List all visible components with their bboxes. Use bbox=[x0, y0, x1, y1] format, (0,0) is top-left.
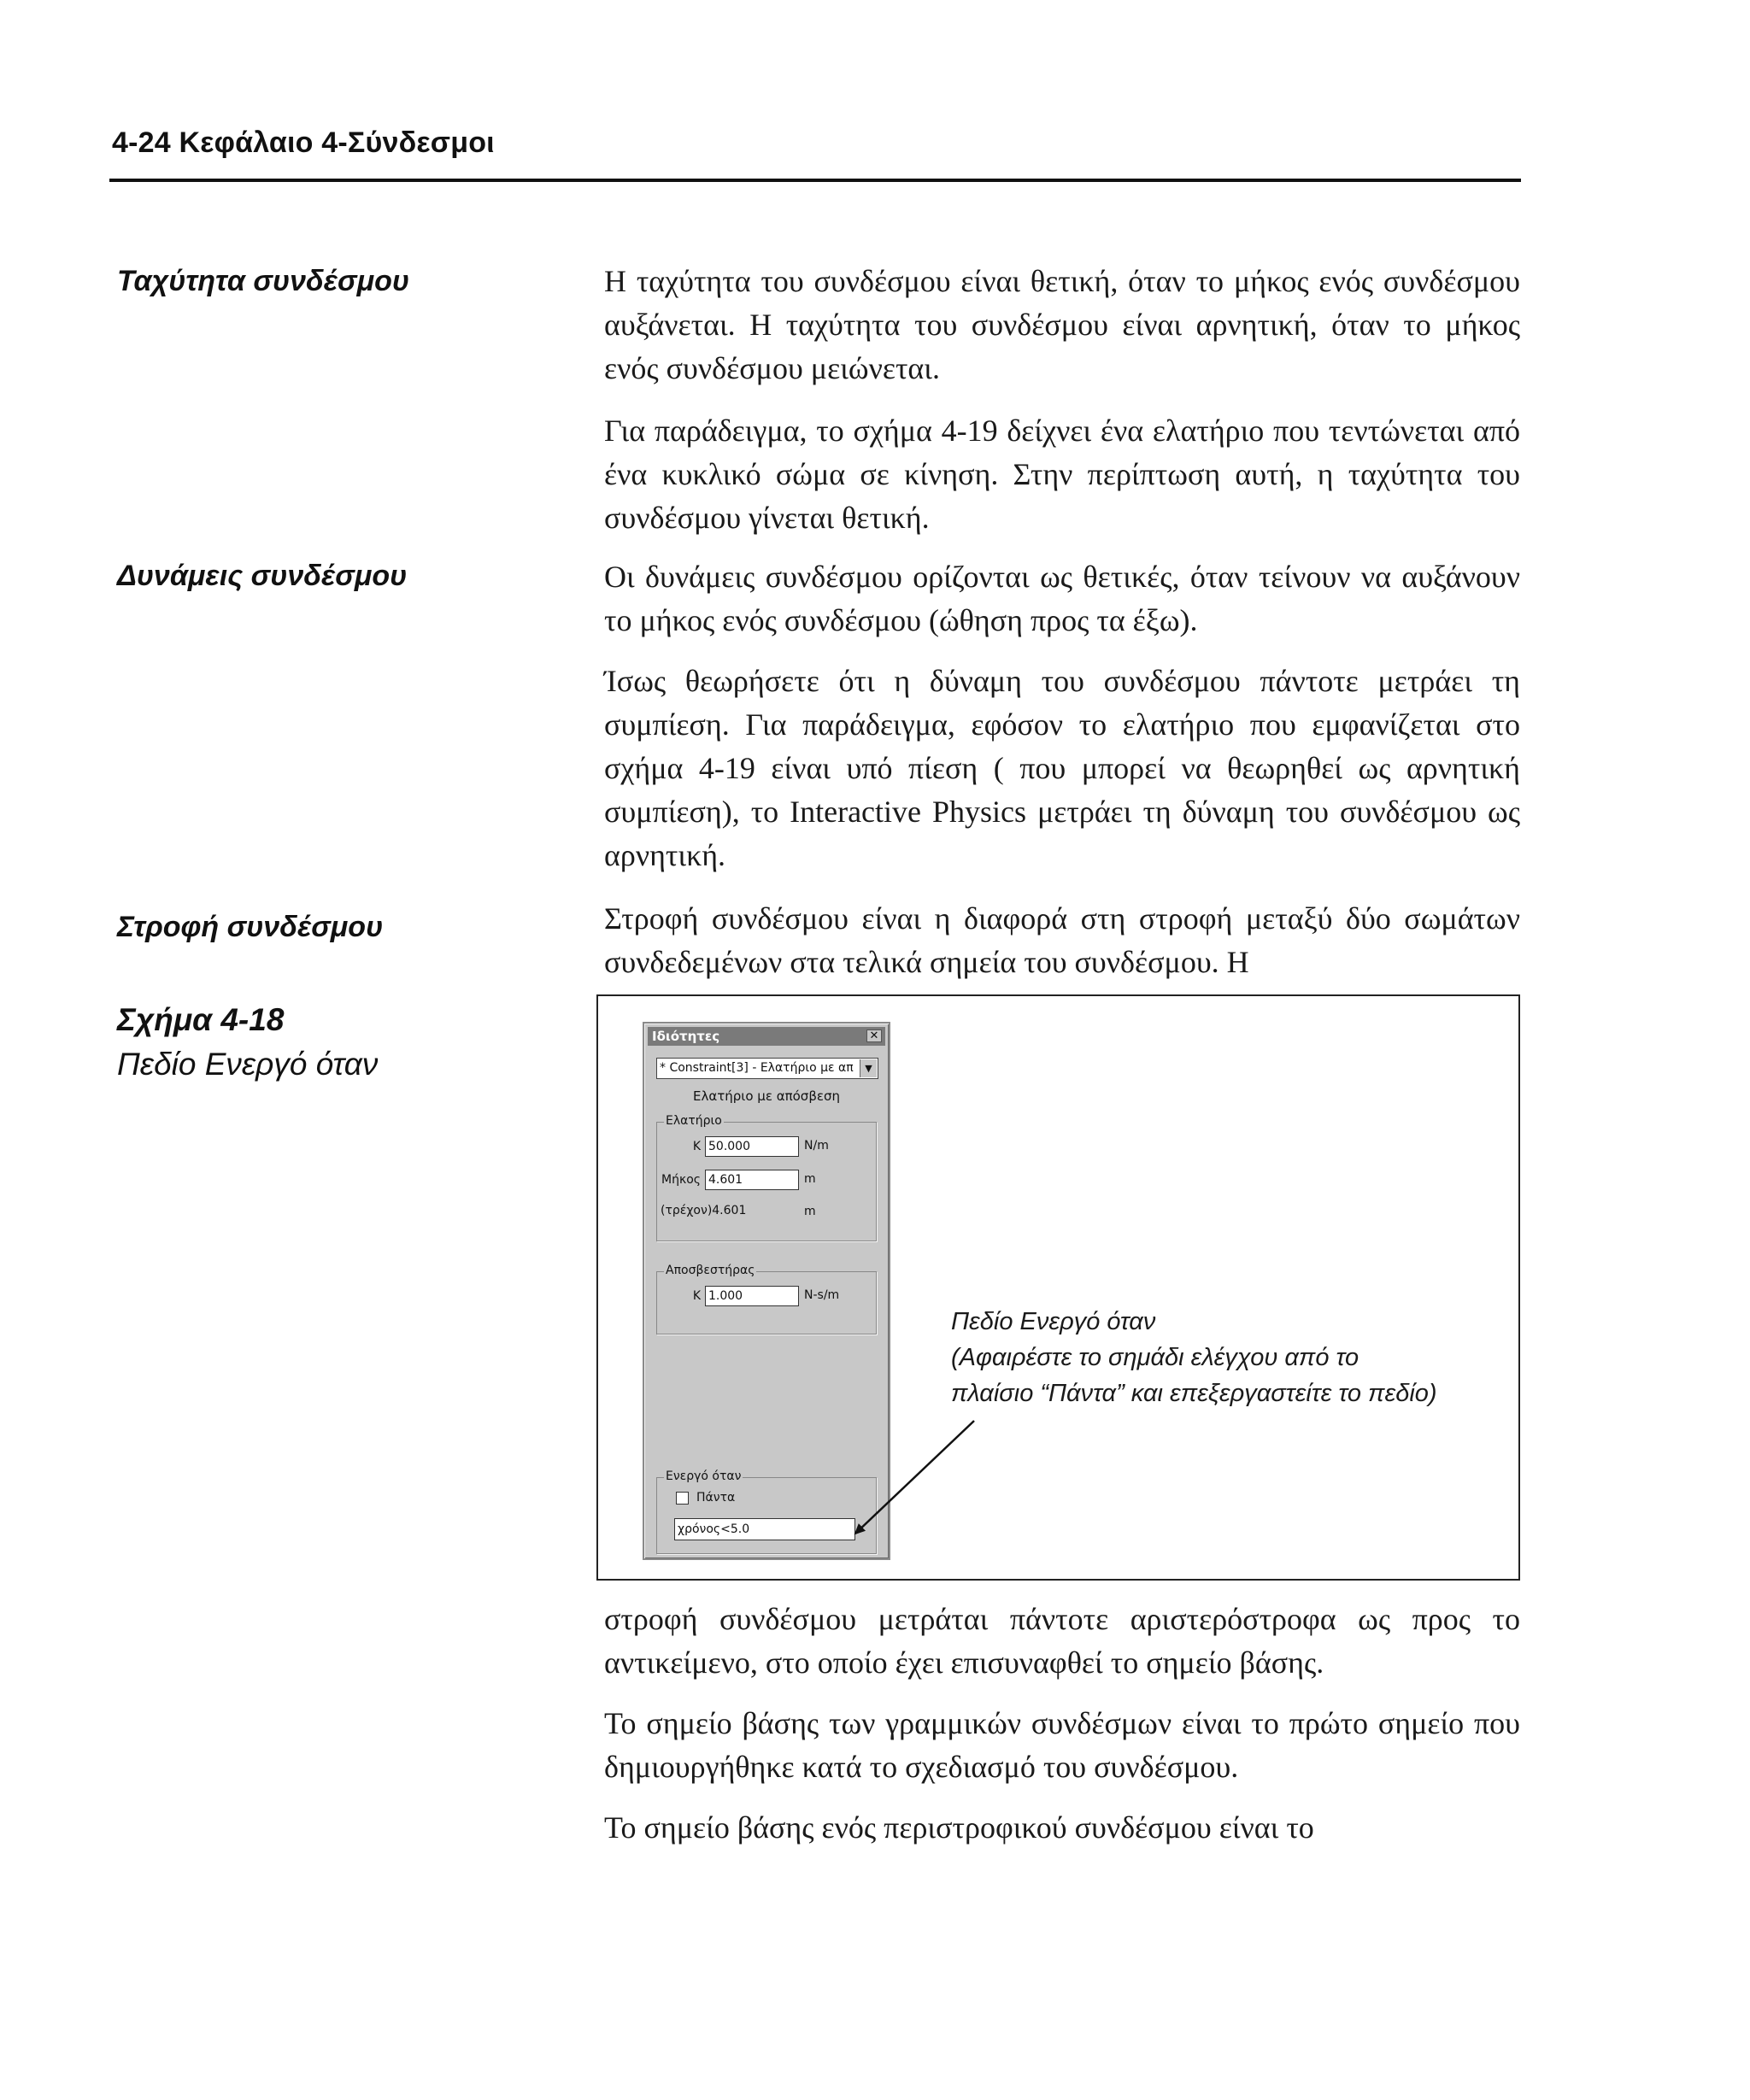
dialog-subtitle: Ελατήριο με απόσβεση bbox=[692, 1088, 841, 1104]
spring-k-unit: N/m bbox=[804, 1139, 829, 1153]
close-icon[interactable]: ✕ bbox=[866, 1029, 882, 1042]
spring-k-label: K bbox=[692, 1140, 701, 1153]
spring-length-unit: m bbox=[804, 1172, 816, 1186]
damper-group bbox=[656, 1264, 877, 1334]
paragraph-torque-4: Το σημείο βάσης ενός περιστροφικού συνδέσμου είναι το bbox=[604, 1810, 1314, 1845]
heading-link-torque: Στροφή συνδέσμου bbox=[117, 911, 384, 943]
spring-k-field[interactable]: 50.000 bbox=[705, 1136, 799, 1157]
paragraph-torque-3: Το σημείο βάσης των γραμμικών συνδέσμων είναι το πρώτο σημείο που δημιουργήθηκε κατά το σχεδιασμό του συνδέσμου. bbox=[604, 1706, 1520, 1784]
dialog-titlebar[interactable] bbox=[648, 1027, 885, 1046]
callout-line-3: πλαίσιο “Πάντα” και επεξεργαστείτε το πεδίο) bbox=[951, 1380, 1437, 1407]
spring-length-field[interactable]: 4.601 bbox=[705, 1170, 799, 1190]
active-when-group bbox=[656, 1469, 877, 1554]
damper-k-unit: N-s/m bbox=[804, 1288, 840, 1302]
callout-line-2: (Αφαιρέστε το σημάδι ελέγχου από το bbox=[951, 1344, 1359, 1371]
spring-length-label: Μήκος bbox=[661, 1173, 701, 1187]
chevron-down-icon[interactable]: ▼ bbox=[860, 1059, 877, 1077]
heading-link-velocity: Ταχύτητα συνδέσμου bbox=[117, 265, 409, 297]
paragraph-forces-2: Ίσως θεωρήσετε ότι η δύναμη του συνδέσμου πάντοτε μετράει τη συμπίεση. Για παράδειγμα, εφόσον το ελατήριο που εμφανίζεται στο σχήμα 4-19 είναι υπό πίεση ( που μπορεί να θεωρηθεί ως αρνητική συμπίεση), το Interactive Physics μετράει τη δύναμη του συνδέσμου ως αρνητική. bbox=[604, 664, 1520, 872]
figure-caption bbox=[117, 998, 378, 1087]
callout-annotation bbox=[951, 1304, 1437, 1411]
active-when-legend: Ενεργό όταν bbox=[666, 1469, 742, 1483]
damper-k-field[interactable]: 1.000 bbox=[705, 1286, 799, 1306]
damper-k-label: K bbox=[692, 1289, 701, 1303]
figure-title: Σχήμα 4-18 bbox=[117, 1002, 285, 1037]
properties-dialog bbox=[643, 1022, 890, 1560]
header-rule bbox=[109, 179, 1521, 182]
heading-link-forces: Δυνάμεις συνδέσμου bbox=[117, 560, 408, 592]
dialog-title: Ιδιότητες bbox=[652, 1029, 720, 1044]
figure-subtitle: Πεδίο Ενεργό όταν bbox=[117, 1047, 379, 1082]
spring-current-length: (τρέχον)4.601 bbox=[661, 1204, 747, 1217]
always-checkbox[interactable] bbox=[676, 1492, 689, 1505]
paragraph-torque-1: Στροφή συνδέσμου είναι η διαφορά στη στροφή μεταξύ δύο σωμάτων συνδεδεμένων στα τελικά σημεία του συνδέσμου. Η bbox=[604, 901, 1520, 979]
spring-current-unit: m bbox=[804, 1205, 816, 1218]
active-when-expression-field[interactable]: χρόνος<5.0 bbox=[674, 1518, 855, 1540]
damper-group-legend: Αποσβεστήρας bbox=[666, 1264, 755, 1277]
always-checkbox-label: Πάντα bbox=[696, 1491, 736, 1505]
paragraph-forces-1: Οι δυνάμεις συνδέσμου ορίζονται ως θετικές, όταν τείνουν να αυξάνουν το μήκος ενός συνδέσμου (ώθηση προς τα έξω). bbox=[604, 560, 1520, 637]
constraint-select[interactable] bbox=[656, 1058, 878, 1079]
paragraph-velocity-1: Η ταχύτητα του συνδέσμου είναι θετική, όταν το μήκος ενός συνδέσμου αυξάνεται. Η ταχύτητα του συνδέσμου είναι αρνητική, όταν το μήκος ενός συνδέσμου μειώνεται. bbox=[604, 264, 1520, 385]
paragraph-torque-2: στροφή συνδέσμου μετράται πάντοτε αριστερόστροφα ως προς το αντικείμενο, στο οποίο έχει επισυναφθεί το σημείο βάσης. bbox=[604, 1602, 1520, 1680]
page-header: 4-24 Κεφάλαιο 4-Σύνδεσμοι bbox=[112, 126, 495, 159]
constraint-select-value: * Constraint[3] - Ελατήριο με απ bbox=[660, 1061, 854, 1075]
paragraph-velocity-2: Για παράδειγμα, το σχήμα 4-19 δείχνει ένα ελατήριο που τεντώνεται από ένα κυκλικό σώμα σε κίνηση. Στην περίπτωση αυτή, η ταχύτητα του συνδέσμου γίνεται θετική. bbox=[604, 414, 1520, 535]
callout-line-1: Πεδίο Ενεργό όταν bbox=[951, 1308, 1156, 1335]
spring-group bbox=[656, 1114, 877, 1241]
spring-group-legend: Ελατήριο bbox=[666, 1114, 722, 1128]
